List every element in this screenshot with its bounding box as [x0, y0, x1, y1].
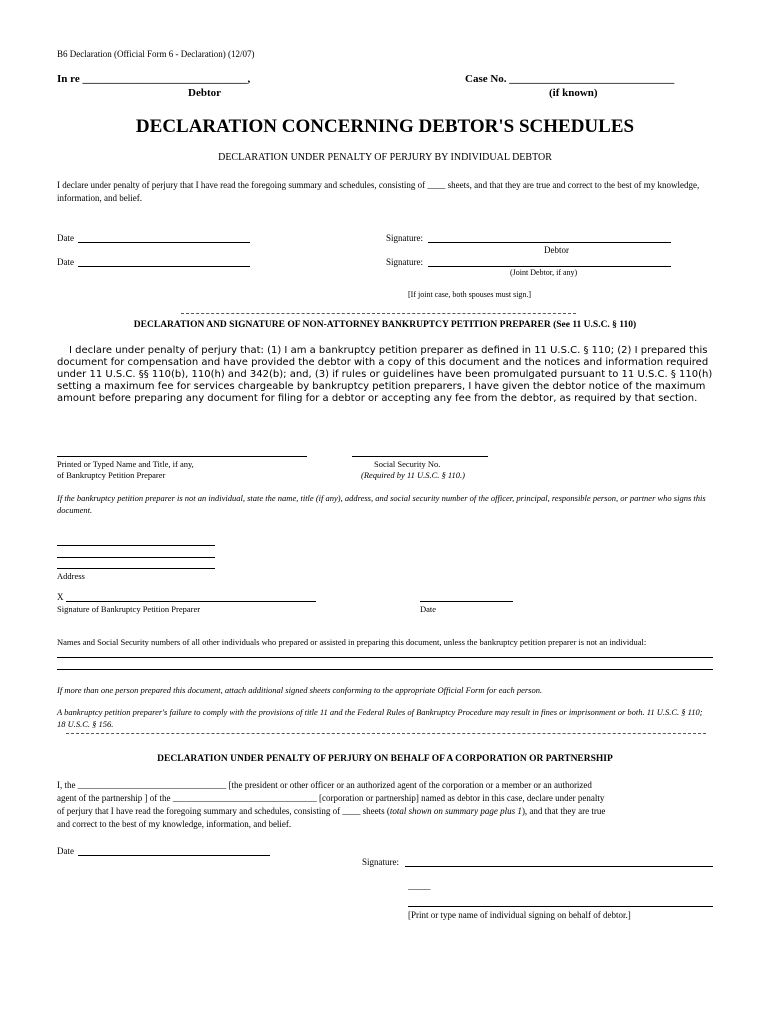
section-divider-2 — [66, 733, 706, 734]
address-line-3[interactable] — [57, 568, 215, 569]
section-heading-individual: DECLARATION UNDER PENALTY OF PERJURY BY INDIVIDUAL DEBTOR — [218, 152, 552, 163]
address-line-2[interactable] — [57, 557, 215, 558]
other-preparers-line-2[interactable] — [57, 669, 713, 670]
corporation-text-line-3-italic: total shown on summary page plus 1 — [389, 806, 522, 816]
section-heading-corporation: DECLARATION UNDER PENALTY OF PERJURY ON BEHALF OF A CORPORATION OR PARTNERSHIP — [157, 754, 613, 764]
ssn-required-note: (Required by 11 U.S.C. § 110.) — [361, 470, 465, 480]
joint-debtor-signature-line[interactable] — [428, 266, 671, 267]
page-title: DECLARATION CONCERNING DEBTOR'S SCHEDULES — [135, 116, 635, 137]
ssn-label: Social Security No. — [374, 459, 441, 469]
form-id: B6 Declaration (Official Form 6 - Declaration) (12/07) — [57, 49, 255, 59]
section-divider-1 — [181, 313, 576, 314]
corporation-print-name-line[interactable] — [408, 906, 713, 907]
printed-name-label-1: Printed or Typed Name and Title, if any, — [57, 459, 194, 469]
penalty-note: A bankruptcy petition preparer's failure to comply with the provisions of title 11 and the Federal Rules of Bankruptcy Procedure may result in fines or imprisonment or both. 11 U.S.C. § 110; 18 U.S.C. § 156. — [57, 707, 703, 729]
corporation-signature-line[interactable] — [405, 866, 713, 867]
preparer-date-label: Date — [420, 604, 437, 614]
signature-label-2: Signature: — [386, 257, 423, 267]
signature-label-1: Signature: — [386, 233, 423, 243]
address-label: Address — [57, 571, 85, 581]
section-heading-preparer: DECLARATION AND SIGNATURE OF NON-ATTORNEY BANKRUPTCY PETITION PREPARER (See 11 U.S.C. § 110) — [133, 320, 637, 330]
preparer-signature-line[interactable] — [66, 601, 316, 602]
more-than-one-note: If more than one person prepared this document, attach additional signed sheets conforming to the appropriate Official Form for each person. — [57, 685, 543, 695]
corporation-text-line-4: and correct to the best of my knowledge, information, and belief. — [57, 819, 292, 829]
corporation-text-line-2: agent of the partnership ] of the ________________________________ [corporation or partnership] named as debtor in this case, declare under penalty — [57, 793, 605, 803]
date-label-2: Date — [57, 257, 74, 267]
case-no-field[interactable]: Case No. ______________________________ — [465, 73, 675, 85]
corporation-print-name-note: [Print or type name of individual signing on behalf of debtor.] — [408, 910, 631, 920]
corporation-date-line[interactable] — [78, 855, 270, 856]
if-known-caption: (if known) — [549, 87, 598, 99]
other-preparers-label: Names and Social Security numbers of all other individuals who prepared or assisted in preparing this document, unless the bankruptcy petition preparer is not an individual: — [57, 637, 647, 647]
corporation-signature-label: Signature: — [362, 857, 399, 867]
other-preparers-line-1[interactable] — [57, 657, 713, 658]
joint-debtor-caption: (Joint Debtor, if any) — [510, 268, 578, 277]
individual-declaration-text: I declare under penalty of perjury that I have read the foregoing summary and schedules, consisting of ____ sheets, and that they are true and correct to the best of my knowledge, information, and belief. — [57, 180, 700, 203]
date-line-2[interactable] — [78, 266, 250, 267]
preparer-date-line[interactable] — [420, 601, 513, 602]
preparer-declaration-text: I declare under penalty of perjury that: (1) I am a bankruptcy petition preparer as defined in 11 U.S.C. § 110; (2) I prepared this document for compensation and have provided the debtor with a copy of this document and the notices and information required under 11 U.S.C. §§ 110(b), 110(h) and 342(b); and, (3) if rules or guidelines have been promulgated pursuant to 11 U.S.C. § 110(h) setting a maximum fee for services chargeable by bankruptcy petition preparers, I have given the debtor notice of the maximum amount before preparing any document for filing for a debtor or accepting any fee from the debtor, as required by that section. — [57, 345, 713, 404]
printed-name-line[interactable] — [57, 456, 307, 457]
corporation-text-line-3-end: ), and that they are true — [521, 806, 606, 816]
debtor-caption: Debtor — [188, 87, 221, 99]
preparer-signature-label: Signature of Bankruptcy Petition Preparer — [57, 604, 201, 614]
not-individual-note: If the bankruptcy petition preparer is not an individual, state the name, title (if any), address, and social security number of the officer, principal, responsible person, or partner who signs this document. — [57, 493, 706, 515]
date-line-1[interactable] — [78, 242, 250, 243]
in-re-field[interactable]: In re ______________________________, — [57, 73, 251, 85]
corporation-short-line[interactable]: _____ — [408, 881, 431, 891]
printed-name-label-2: of Bankruptcy Petition Preparer — [57, 470, 166, 480]
corporation-text-line-1: I, the _________________________________ [the president or other officer or an authorized agent of the corporation or a member or an authorized — [57, 780, 592, 790]
x-mark: X — [57, 592, 64, 602]
debtor-signature-caption: Debtor — [544, 245, 569, 255]
ssn-line[interactable] — [352, 456, 488, 457]
address-line-1[interactable] — [57, 545, 215, 546]
corporation-text-line-3 — [57, 806, 605, 816]
date-label-1: Date — [57, 233, 74, 243]
joint-case-note: [If joint case, both spouses must sign.] — [408, 290, 532, 299]
corporation-text-line-3-start: of perjury that I have read the foregoing summary and schedules, consisting of ____ sheets ( — [57, 806, 390, 816]
debtor-signature-line[interactable] — [428, 242, 671, 243]
corporation-date-label: Date — [57, 846, 74, 856]
